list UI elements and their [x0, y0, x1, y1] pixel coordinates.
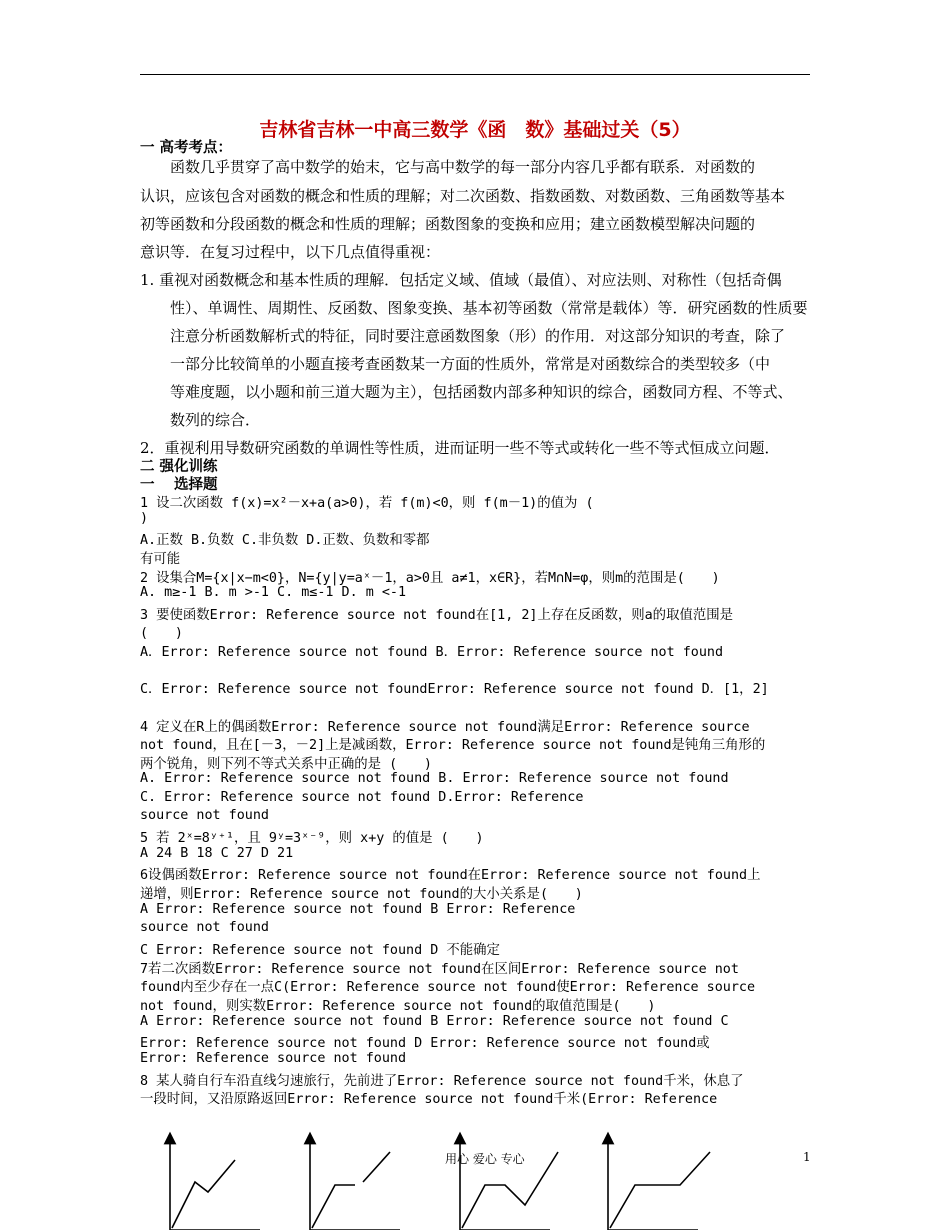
question-line: 6设偶函数Error: Reference source not found在Error: Reference source not found上: [140, 868, 761, 883]
question-options: A．Error: Reference source not found B．Error: Reference source not found: [140, 645, 724, 660]
question-options: A. Error: Reference source not found B. Error: Reference source not found: [140, 771, 729, 786]
question-line: not found，且在[－3，－2]上是减函数，Error: Reference source not found是钝角三角形的: [140, 738, 766, 753]
question-line: ): [140, 511, 149, 526]
question-options: A.正数 B.负数 C.非负数 D.正数、负数和零都: [140, 533, 430, 548]
answer-graphs: [150, 1130, 800, 1230]
question-options: C．Error: Reference source not foundError: Reference source not found D．[1，2]: [140, 682, 769, 697]
paragraph-line: 认识，应该包含对函数的概念和性质的理解；对二次函数、指数函数、对数函数、三角函数等基本: [140, 187, 786, 205]
question-line: 1 设二次函数 f(x)=x²－x+a(a>0)，若 f(m)<0，则 f(m－1)的值为 (: [140, 496, 594, 511]
question-options: C. Error: Reference source not found D.Error: Reference: [140, 790, 584, 805]
paragraph-line: 意识等．在复习过程中，以下几点值得重视：: [140, 243, 441, 261]
question-options: A Error: Reference source not found B Error: Reference: [140, 902, 576, 917]
question-line: 两个锐角，则下列不等式关系中正确的是 ( ): [140, 757, 432, 772]
question-line: 2 设集合M={x|x−m<0}，N={y|y=aˣ－1，a>0且 a≠1，x∈R}，若M∩N=φ，则m的范围是( ): [140, 571, 720, 586]
list-item-continued: 数列的综合．: [140, 411, 261, 429]
document-title: 吉林省吉林一中高三数学《函 数》基础过关（5）: [259, 119, 691, 141]
question-line: not found，则实数Error: Reference source not found的取值范围是( ): [140, 999, 656, 1014]
question-line: 5 若 2ˣ=8ʸ⁺¹，且 9ʸ=3ˣ⁻⁹，则 x+y 的值是 ( ): [140, 831, 484, 846]
question-options: source not found: [140, 920, 269, 935]
question-line: 有可能: [140, 552, 181, 567]
graph-d: [608, 1138, 710, 1230]
question-line: 4 定义在R上的偶函数Error: Reference source not found满足Error: Reference source: [140, 720, 750, 735]
question-line: 8 某人骑自行车沿直线匀速旅行，先前进了Error: Reference source not found千米，休息了: [140, 1074, 744, 1089]
list-item-continued: 性）、单调性、周期性、反函数、图象变换、基本初等函数（常常是载体）等．研究函数的性质要: [140, 299, 808, 317]
question-line: 递增，则Error: Reference source not found的大小关系是( ): [140, 887, 583, 902]
subsection-heading: 一 选择题: [140, 477, 218, 493]
list-item: 1. 重视对函数概念和基本性质的理解．包括定义域、值域（最值）、对应法则、对称性（包括奇偶: [140, 271, 782, 289]
list-item-continued: 一部分比较简单的小题直接考查函数某一方面的性质外，常常是对函数综合的类型较多（中: [140, 355, 771, 373]
page-number: 1: [803, 1150, 811, 1164]
question-line: 3 要使函数Error: Reference source not found在[1, 2]上存在反函数，则a的取值范围是: [140, 608, 734, 623]
question-options: A. m≥-1 B. m >-1 C. m≤-1 D. m <-1: [140, 585, 407, 600]
section-heading: 一 高考考点：: [140, 140, 233, 156]
question-line: 7若二次函数Error: Reference source not found在区间Error: Reference source not: [140, 962, 739, 977]
question-line: found内至少存在一点C(Error: Reference source not found使Error: Reference source: [140, 980, 756, 995]
graph-a: [170, 1138, 260, 1230]
question-options: C Error: Reference source not found D 不能确定: [140, 943, 500, 958]
question-line: ( ): [140, 626, 183, 641]
list-item-continued: 注意分析函数解析式的特征，同时要注意函数图象（形）的作用．对这部分知识的考查，除了: [140, 327, 786, 345]
graph-b: [310, 1138, 400, 1230]
list-item-continued: 等难度题，以小题和前三道大题为主），包括函数内部多种知识的综合，函数同方程、不等式、: [140, 383, 793, 401]
question-options: A Error: Reference source not found B Error: Reference source not found C: [140, 1014, 729, 1029]
question-options: Error: Reference source not found: [140, 1051, 407, 1066]
list-item: 2．重视利用导数研究函数的单调性等性质，进而证明一些不等式或转化一些不等式恒成立问题．: [140, 439, 780, 457]
section-heading: 二 强化训练: [140, 459, 218, 475]
question-options: A 24 B 18 C 27 D 21: [140, 846, 294, 861]
paragraph-line: 函数几乎贯穿了高中数学的始末，它与高中数学的每一部分内容几乎都有联系．对函数的: [140, 158, 756, 176]
question-options: Error: Reference source not found D Error: Reference source not found或: [140, 1036, 710, 1051]
paragraph-line: 初等函数和分段函数的概念和性质的理解；函数图象的变换和应用；建立函数模型解决问题的: [140, 215, 756, 233]
question-options: source not found: [140, 808, 269, 823]
question-line: 一段时间，又沿原路返回Error: Reference source not found千米(Error: Reference: [140, 1092, 718, 1107]
header-rule: [140, 74, 810, 75]
footer-text: 用心 爱心 专心: [445, 1152, 525, 1166]
